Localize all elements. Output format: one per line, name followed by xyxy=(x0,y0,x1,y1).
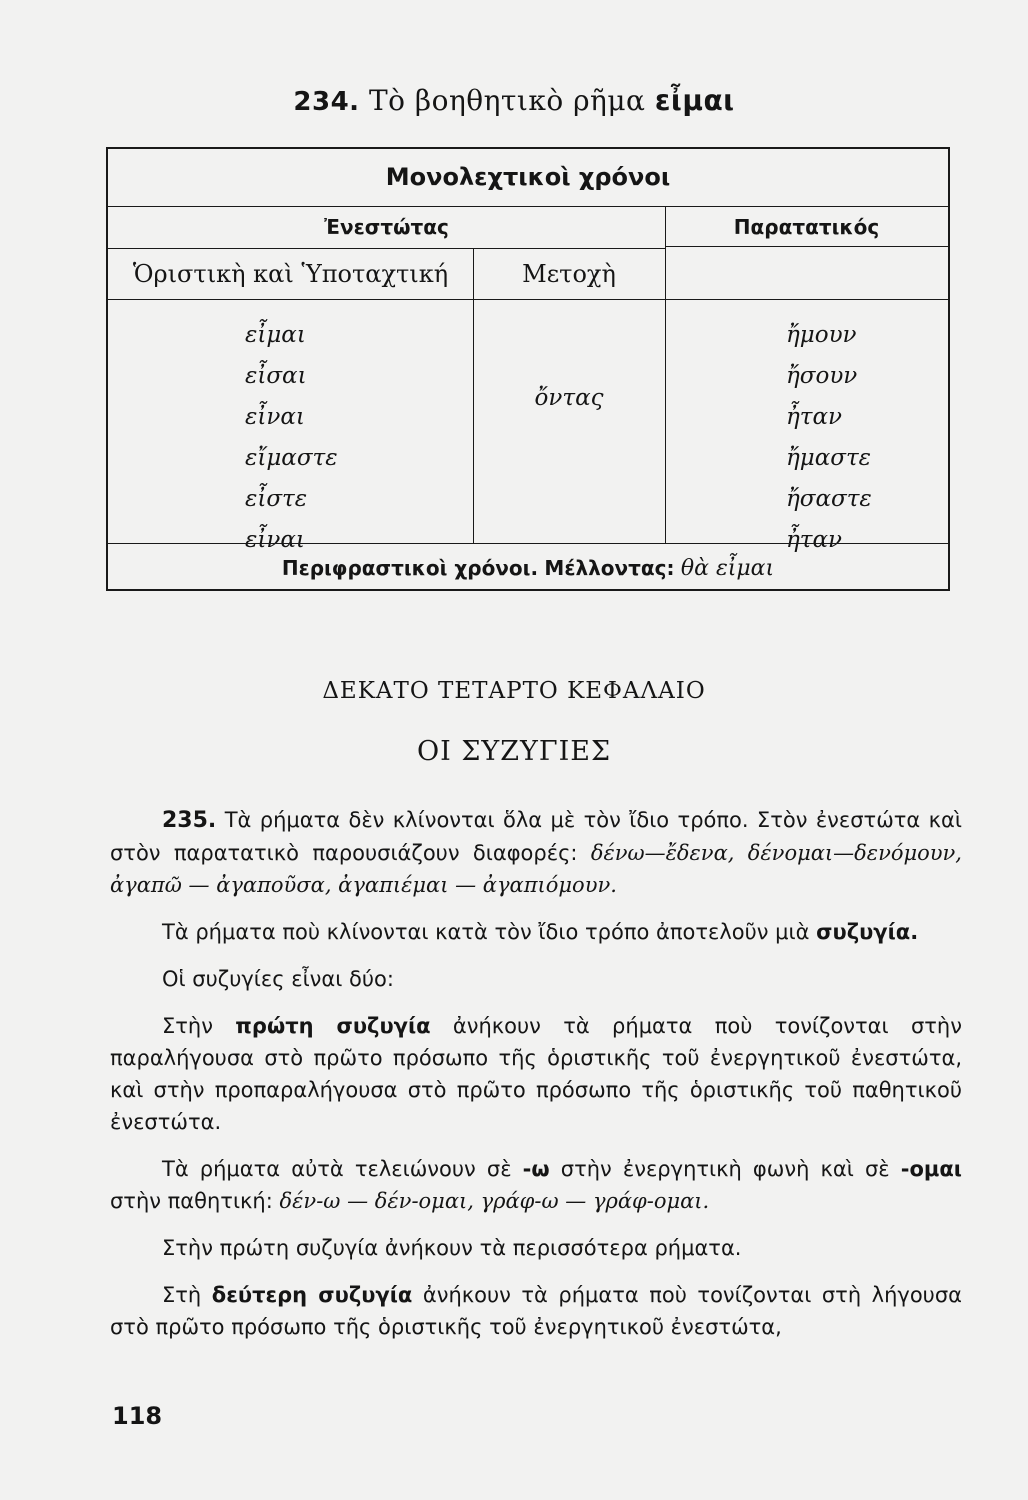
table-heading: Μονολεχτικοὶ χρόνοι xyxy=(385,163,671,191)
table-divider xyxy=(665,246,948,247)
present-form: εἶναι xyxy=(245,527,305,553)
present-form: εἴμαστε xyxy=(245,445,338,471)
section-234-heading xyxy=(0,84,1028,117)
paragraph xyxy=(110,1279,962,1343)
periphrastic-row xyxy=(108,556,948,581)
paragraph xyxy=(110,1010,962,1138)
participle-label: Μετοχὴ xyxy=(522,260,616,288)
indicative-subjunctive-label: Ὁριστικὴ καὶ Ὑποταχτική xyxy=(132,260,449,288)
present-form: εἶστε xyxy=(245,486,308,512)
paragraph-text: στὴν ἐνεργητικὴ φωνὴ καὶ σὲ xyxy=(560,1157,890,1181)
ending: -ω xyxy=(522,1157,550,1181)
future-form: θὰ εἶμαι xyxy=(680,556,775,581)
imperfect-form: ἦταν xyxy=(786,404,843,430)
paragraph-text: Στὴν πρώτη συζυγία ἀνήκουν τὰ περισσότερα ρήματα. xyxy=(162,1236,742,1260)
section-verb: εἶμαι xyxy=(654,84,735,117)
imperfect-form: ἤμαστε xyxy=(786,445,872,471)
paragraph xyxy=(110,916,962,948)
chapter-title: ΔΕΚΑΤΟ ΤΕΤΑΡΤΟ ΚΕΦΑΛΑΙΟ xyxy=(322,678,706,704)
paragraph xyxy=(110,1232,962,1264)
paragraph-text: Οἱ συζυγίες εἶναι δύο: xyxy=(162,967,394,991)
participle-form: ὄντας xyxy=(534,385,604,411)
example-forms: δέν-ω — δέν-ομαι, γράφ-ω — γράφ-ομαι. xyxy=(279,1189,710,1213)
future-label: Μέλλοντας: xyxy=(544,556,675,580)
present-tense-label: Ἐνεστώτας xyxy=(324,215,449,239)
term: δεύτερη συζυγία xyxy=(211,1283,413,1307)
present-forms-list xyxy=(245,315,338,561)
conjugation-table xyxy=(106,147,950,591)
paragraph xyxy=(110,963,962,995)
term: συζυγία. xyxy=(816,920,919,944)
paragraph-text: ἀνήκουν τὰ ρήματα ποὺ τονίζονται στὴν παραλήγουσα στὸ πρῶτο πρόσωπο τῆς ὁριστικῆς τοῦ ἐνεργητικοῦ ἐνεστώτα, καὶ στὴν προπαραλήγουσα στὸ πρῶτο πρόσωπο τῆς ὁριστικῆς τοῦ παθητικοῦ ἐνεστώτα. xyxy=(110,1014,962,1134)
paragraph-text: Στὴ xyxy=(162,1283,202,1307)
imperfect-forms-list xyxy=(786,315,872,561)
table-divider xyxy=(108,299,948,300)
imperfect-form: ἤσουν xyxy=(786,363,858,389)
paragraph xyxy=(110,1153,962,1217)
imperfect-tense-label: Παρατατικός xyxy=(733,215,880,239)
example-forms: δένω—ἔδενα, δένομαι—δενόμουν, ἀγαπῶ — ἀγαποῦσα, ἀγαπιέμαι — ἀγαπιόμουν. xyxy=(110,841,962,897)
section-235-body xyxy=(110,804,962,1343)
ending: -ομαι xyxy=(900,1157,962,1181)
imperfect-form: ἤσαστε xyxy=(786,486,872,512)
paragraph-text: Στὴν xyxy=(162,1014,213,1038)
imperfect-form: ἦταν xyxy=(786,527,843,553)
paragraph-text: Τὰ ρήματα αὐτὰ τελειώνουν σὲ xyxy=(162,1157,512,1181)
paragraph-text: Τὰ ρήματα δὲν κλίνονται ὅλα μὲ τὸν ἴδιο τρόπο. Στὸν ἐνεστώτα καὶ στὸν παρατατικὸ παρουσιάζουν διαφορές: xyxy=(110,808,962,865)
section-title: Τὸ βοηθητικὸ ρῆμα xyxy=(368,84,646,117)
table-divider xyxy=(108,248,665,249)
paragraph-text: στὴν παθητική: xyxy=(110,1189,273,1213)
page-number: 118 xyxy=(112,1402,163,1430)
term: πρώτη συζυγία xyxy=(235,1014,431,1038)
paragraph-text: Τὰ ρήματα ποὺ κλίνονται κατὰ τὸν ἴδιο τρόπο ἀποτελοῦν μιὰ xyxy=(162,920,810,944)
present-form: εἶσαι xyxy=(245,363,307,389)
imperfect-form: ἤμουν xyxy=(786,322,857,348)
table-divider xyxy=(108,543,948,544)
present-form: εἶμαι xyxy=(245,322,306,348)
periphrastic-label: Περιφραστικοὶ χρόνοι. xyxy=(281,556,539,580)
section-number: 234. xyxy=(293,87,360,117)
table-divider xyxy=(108,206,948,207)
paragraph xyxy=(110,804,962,901)
column-divider xyxy=(665,248,666,543)
section-number: 235. xyxy=(162,808,217,833)
paragraph-text: ἀνήκουν τὰ ρήματα ποὺ τονίζονται στὴ λήγουσα στὸ πρῶτο πρόσωπο τῆς ὁριστικῆς τοῦ ἐνεργητικοῦ ἐνεστώτα, xyxy=(110,1283,962,1339)
chapter-subtitle: ΟΙ ΣΥΖΥΓΙΕΣ xyxy=(416,736,612,767)
present-form: εἶναι xyxy=(245,404,305,430)
